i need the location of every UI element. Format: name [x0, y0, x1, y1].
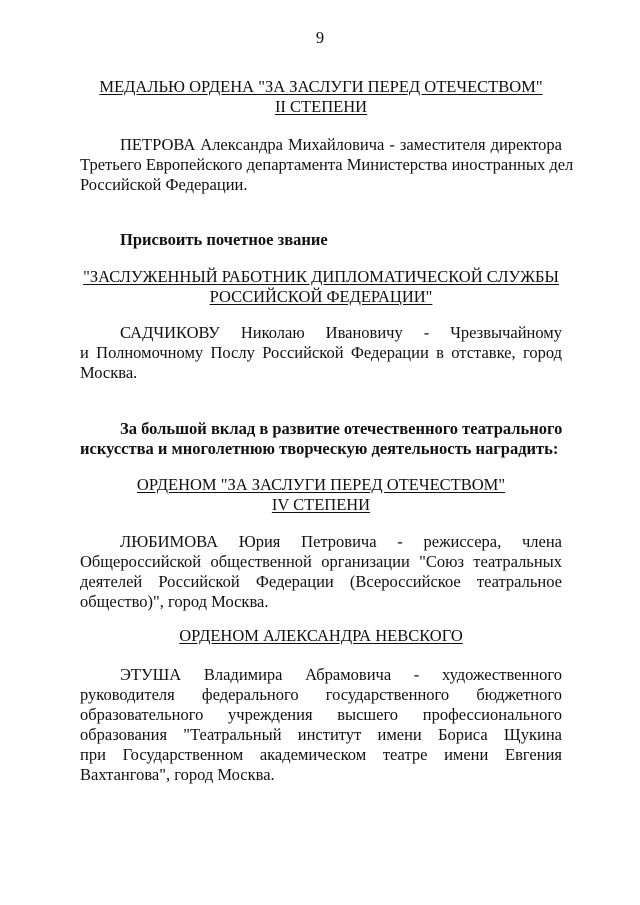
- title-heading-diplomatic-service: [80, 267, 562, 307]
- heading-line: РОССИЙСКОЙ ФЕДЕРАЦИИ": [209, 287, 433, 306]
- intro-line: искусства и многолетнюю творческую деятельность наградить:: [80, 439, 559, 458]
- paragraph-line: САДЧИКОВУ Николаю Ивановичу - Чрезвычайному: [120, 323, 562, 342]
- paragraph-line: образовательного учреждения высшего профессионального: [80, 705, 562, 724]
- award-paragraph-sadchikov: [80, 323, 562, 383]
- paragraph-line: Москва.: [80, 363, 138, 382]
- award-paragraph-petrov: [80, 135, 574, 195]
- paragraph-line: образования "Театральный институт имени Бориса Щукина: [80, 725, 562, 744]
- paragraph-line: руководителя федерального государственного бюджетного: [80, 685, 562, 704]
- award-heading-nevsky: [80, 626, 562, 646]
- paragraph-line: Российской Федерации.: [80, 175, 248, 194]
- paragraph-line: Вахтангова", город Москва.: [80, 765, 275, 784]
- paragraph-line: и Полномочному Послу Российской Федерации в отставке, город: [80, 343, 562, 362]
- heading-line: МЕДАЛЬЮ ОРДЕНА "ЗА ЗАСЛУГИ ПЕРЕД ОТЕЧЕСТВОМ": [99, 77, 543, 96]
- award-heading-order-iv: [80, 475, 562, 515]
- award-paragraph-lyubimov: [80, 532, 562, 612]
- paragraph-line: Общероссийской общественной организации "Союз театральных: [80, 552, 562, 571]
- award-paragraph-etush: [80, 665, 562, 785]
- heading-line: II СТЕПЕНИ: [274, 97, 368, 116]
- paragraph-line: ЛЮБИМОВА Юрия Петровича - режиссера, члена: [120, 532, 562, 551]
- title-intro: [80, 230, 562, 250]
- heading-line: IV СТЕПЕНИ: [271, 495, 371, 514]
- page-number: 9: [315, 28, 325, 47]
- heading-line: "ЗАСЛУЖЕННЫЙ РАБОТНИК ДИПЛОМАТИЧЕСКОЙ СЛУЖБЫ: [83, 267, 559, 286]
- paragraph-line: при Государственном академическом театре имени Евгения: [80, 745, 562, 764]
- theatre-intro: [80, 419, 562, 459]
- paragraph-line: деятелей Российской Федерации (Всероссийское театральное: [80, 572, 562, 591]
- heading-line: ОРДЕНОМ "ЗА ЗАСЛУГИ ПЕРЕД ОТЕЧЕСТВОМ": [136, 475, 506, 494]
- intro-line: За большой вклад в развитие отечественного театрального: [120, 419, 563, 438]
- heading-line: ОРДЕНОМ АЛЕКСАНДРА НЕВСКОГО: [179, 626, 463, 645]
- paragraph-line: Третьего Европейского департамента Министерства иностранных дел: [80, 155, 574, 174]
- paragraph-line: общество)", город Москва.: [80, 592, 269, 611]
- intro-line: Присвоить почетное звание: [120, 230, 328, 249]
- paragraph-line: ПЕТРОВА Александра Михайловича - заместителя директора: [120, 135, 562, 154]
- paragraph-line: ЭТУША Владимира Абрамовича - художественного: [120, 665, 562, 684]
- award-heading-medal-ii: [80, 77, 562, 117]
